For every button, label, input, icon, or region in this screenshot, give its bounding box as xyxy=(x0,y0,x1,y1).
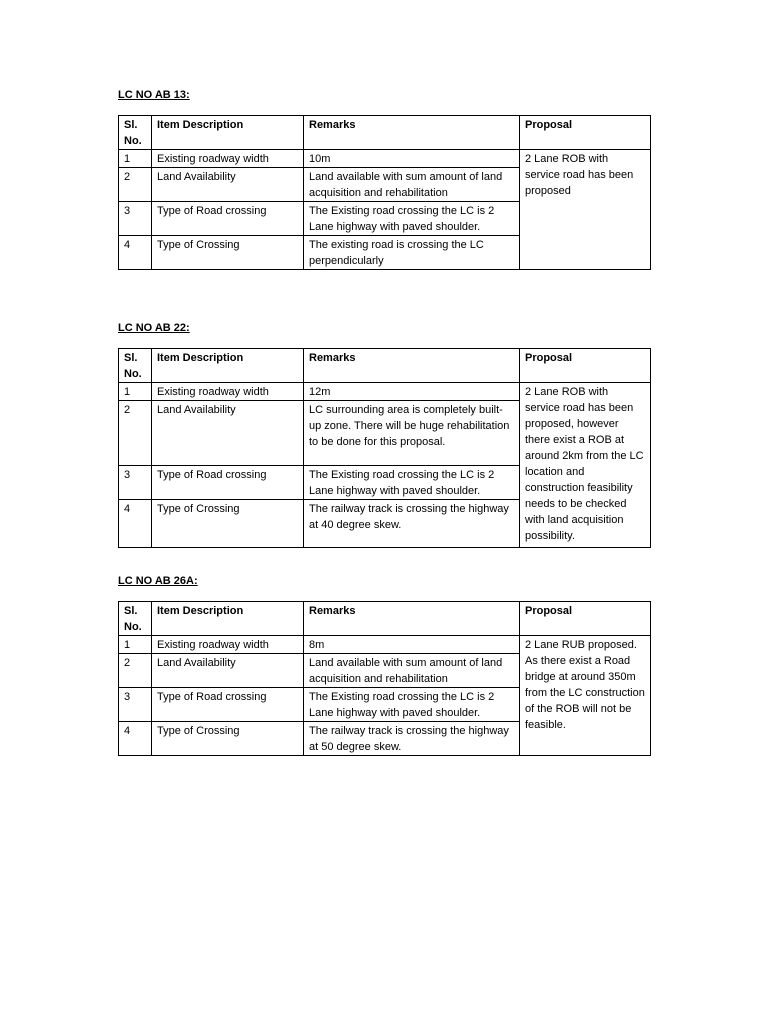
cell-item: Existing roadway width xyxy=(152,636,304,654)
cell-sl: 4 xyxy=(119,722,152,756)
cell-sl: 2 xyxy=(119,654,152,688)
table-header-row xyxy=(119,116,651,150)
cell-proposal: 2 Lane ROB with service road has been proposed, however there exist a ROB at around 2km from the LC location and construction feasibility needs to be checked with land acquisition possibility. xyxy=(520,383,651,548)
cell-item: Land Availability xyxy=(152,654,304,688)
cell-remarks: The existing road is crossing the LC perpendicularly xyxy=(304,236,520,270)
section-lc-ab-22 xyxy=(118,321,650,542)
details-table xyxy=(118,601,651,756)
cell-remarks: The Existing road crossing the LC is 2 Lane highway with paved shoulder. xyxy=(304,202,520,236)
header-item-description: Item Description xyxy=(152,116,304,150)
header-proposal: Proposal xyxy=(520,602,651,636)
header-remarks: Remarks xyxy=(304,602,520,636)
cell-remarks: The railway track is crossing the highway at 50 degree skew. xyxy=(304,722,520,756)
section-title: LC NO AB 22: xyxy=(118,322,190,334)
details-table xyxy=(118,348,651,548)
header-proposal: Proposal xyxy=(520,349,651,383)
cell-remarks: LC surrounding area is completely built-up zone. There will be huge rehabilitation to be done for this proposal. xyxy=(304,401,520,466)
cell-remarks: The Existing road crossing the LC is 2 Lane highway with paved shoulder. xyxy=(304,688,520,722)
cell-item: Type of Road crossing xyxy=(152,202,304,236)
header-remarks: Remarks xyxy=(304,116,520,150)
details-table xyxy=(118,115,651,270)
cell-item: Type of Road crossing xyxy=(152,466,304,500)
section-lc-ab-13 xyxy=(118,88,650,267)
cell-remarks: Land available with sum amount of land acquisition and rehabilitation xyxy=(304,168,520,202)
cell-item: Land Availability xyxy=(152,168,304,202)
header-sl-no: Sl. No. xyxy=(119,602,152,636)
cell-remarks: The railway track is crossing the highway at 40 degree skew. xyxy=(304,500,520,548)
header-remarks: Remarks xyxy=(304,349,520,383)
cell-sl: 3 xyxy=(119,688,152,722)
section-title: LC NO AB 13: xyxy=(118,89,190,101)
cell-item: Type of Road crossing xyxy=(152,688,304,722)
cell-sl: 1 xyxy=(119,383,152,401)
cell-item: Type of Crossing xyxy=(152,500,304,548)
cell-remarks: 10m xyxy=(304,150,520,168)
cell-sl: 3 xyxy=(119,202,152,236)
cell-sl: 3 xyxy=(119,466,152,500)
cell-remarks: 8m xyxy=(304,636,520,654)
cell-sl: 2 xyxy=(119,401,152,466)
cell-proposal: 2 Lane RUB proposed. As there exist a Road bridge at around 350m from the LC construction of the ROB will not be feasible. xyxy=(520,636,651,756)
header-sl-no: Sl. No. xyxy=(119,349,152,383)
cell-proposal: 2 Lane ROB with service road has been proposed xyxy=(520,150,651,270)
header-item-description: Item Description xyxy=(152,602,304,636)
cell-remarks: The Existing road crossing the LC is 2 Lane highway with paved shoulder. xyxy=(304,466,520,500)
header-sl-no: Sl. No. xyxy=(119,116,152,150)
cell-sl: 4 xyxy=(119,500,152,548)
table-header-row xyxy=(119,602,651,636)
cell-item: Type of Crossing xyxy=(152,722,304,756)
cell-item: Existing roadway width xyxy=(152,383,304,401)
cell-remarks: 12m xyxy=(304,383,520,401)
section-title: LC NO AB 26A: xyxy=(118,575,198,587)
table-row xyxy=(119,150,651,168)
table-row xyxy=(119,636,651,654)
table-header-row xyxy=(119,349,651,383)
section-lc-ab-26a xyxy=(118,574,650,753)
cell-sl: 1 xyxy=(119,636,152,654)
cell-sl: 1 xyxy=(119,150,152,168)
table-row xyxy=(119,383,651,401)
cell-sl: 2 xyxy=(119,168,152,202)
cell-item: Existing roadway width xyxy=(152,150,304,168)
header-proposal: Proposal xyxy=(520,116,651,150)
cell-remarks: Land available with sum amount of land acquisition and rehabilitation xyxy=(304,654,520,688)
cell-item: Land Availability xyxy=(152,401,304,466)
cell-sl: 4 xyxy=(119,236,152,270)
header-item-description: Item Description xyxy=(152,349,304,383)
cell-item: Type of Crossing xyxy=(152,236,304,270)
